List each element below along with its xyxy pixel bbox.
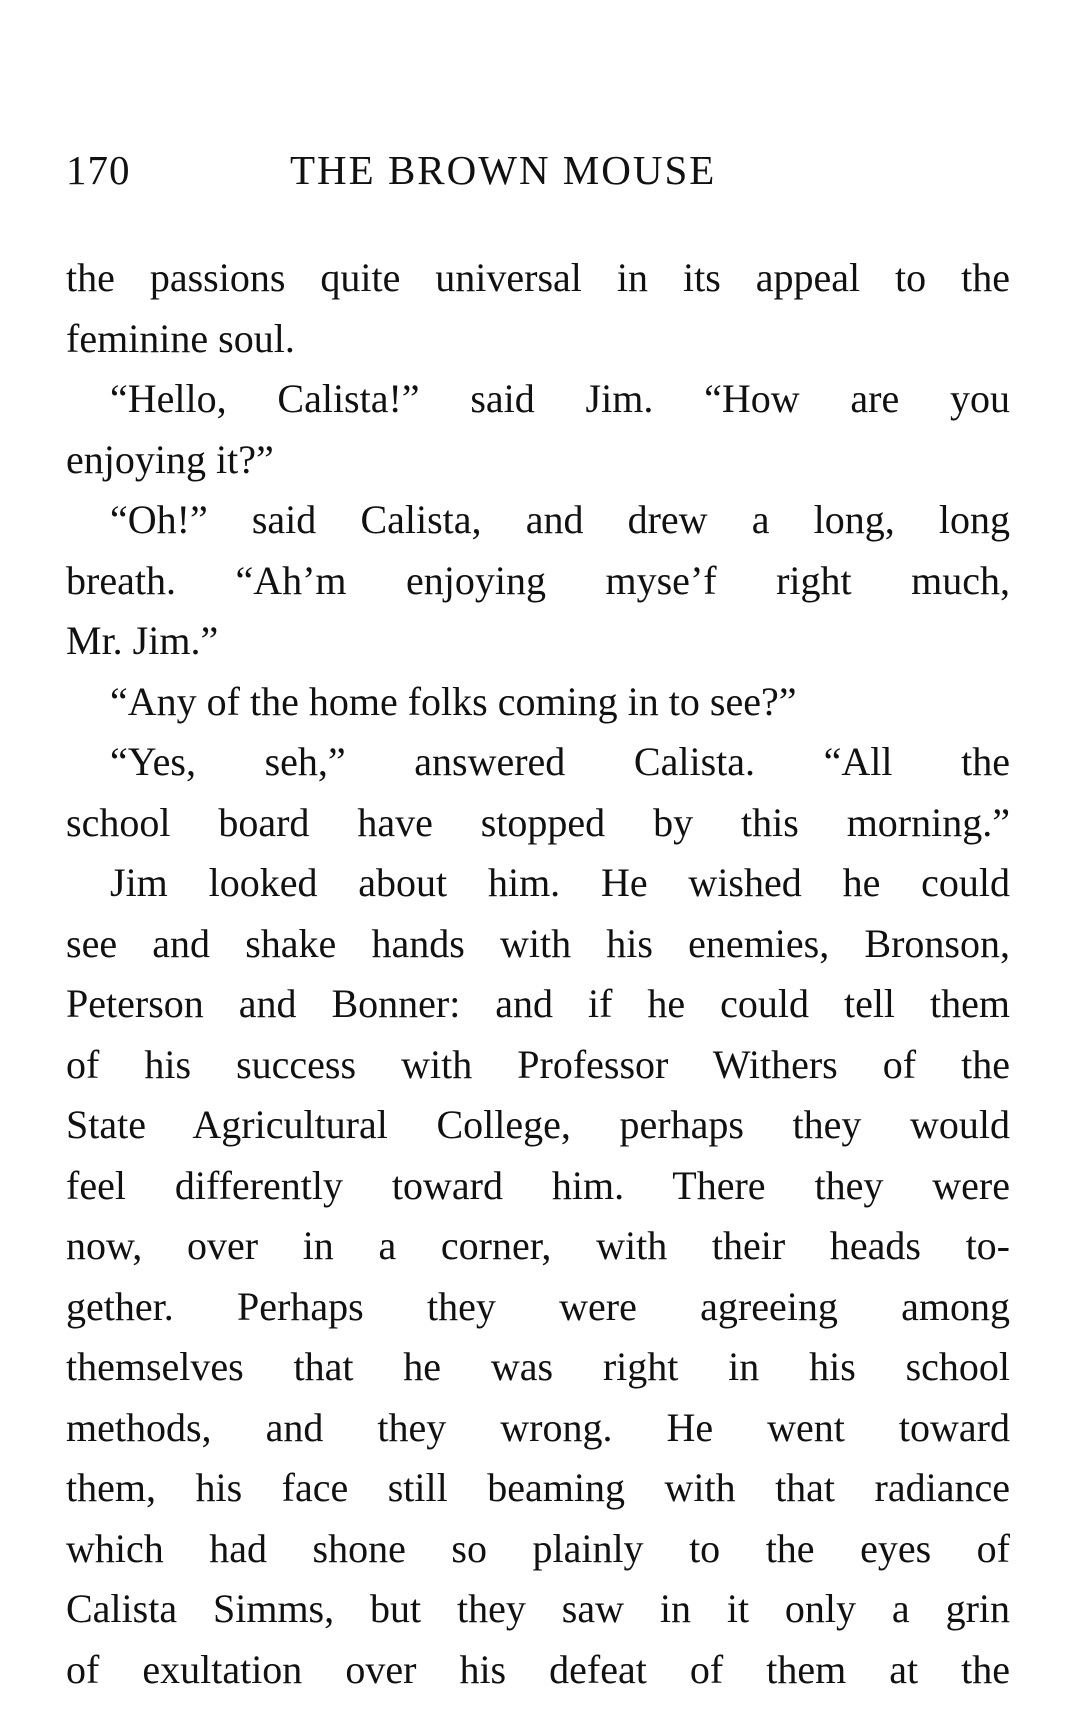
text-line: “Any of the home folks coming in to see?” xyxy=(110,678,797,724)
text-line: feel differently toward him. There they were xyxy=(66,1162,1010,1208)
text-line: Jim looked about him. He wished he could xyxy=(110,860,1010,905)
text-line: the passions quite universal in its appeal to the xyxy=(66,255,1010,300)
text-line: feminine soul. xyxy=(66,315,295,361)
text-line: Mr. Jim.” xyxy=(66,618,219,663)
text-line: them, his face still beaming with that radiance xyxy=(66,1465,1010,1510)
text-line: Calista Simms, but they saw in it only a grin xyxy=(66,1586,1010,1631)
text-line: “Hello, Calista!” said Jim. “How are you xyxy=(110,376,1010,421)
page-header xyxy=(66,140,1006,200)
text-line: school board have stopped by this morning.” xyxy=(66,799,1010,845)
text-line: see and shake hands with his enemies, Bronson, xyxy=(66,920,1010,966)
text-line: Peterson and Bonner: and if he could tell them xyxy=(66,981,1010,1026)
page-number: 170 xyxy=(66,147,131,193)
text-line: themselves that he was right in his school xyxy=(66,1344,1010,1389)
text-line: “Oh!” said Calista, and drew a long, long xyxy=(110,497,1010,542)
text-line: breath. “Ah’m enjoying myse’f right much, xyxy=(66,557,1010,603)
text-line: enjoying it?” xyxy=(66,436,274,482)
text-line: which had shone so plainly to the eyes of xyxy=(66,1525,1010,1571)
text-line: State Agricultural College, perhaps they would xyxy=(66,1102,1010,1147)
text-line: methods, and they wrong. He went toward xyxy=(66,1404,1010,1450)
running-title: THE BROWN MOUSE xyxy=(290,147,717,193)
text-line: “Yes, seh,” answered Calista. “All the xyxy=(110,739,1010,784)
text-line: of his success with Professor Withers of the xyxy=(66,1041,1010,1087)
text-line: of exultation over his defeat of them at the xyxy=(66,1646,1010,1692)
text-line: now, over in a corner, with their heads to- xyxy=(66,1223,1010,1268)
text-line: gether. Perhaps they were agreeing among xyxy=(66,1283,1010,1329)
body-text xyxy=(66,248,1010,1700)
